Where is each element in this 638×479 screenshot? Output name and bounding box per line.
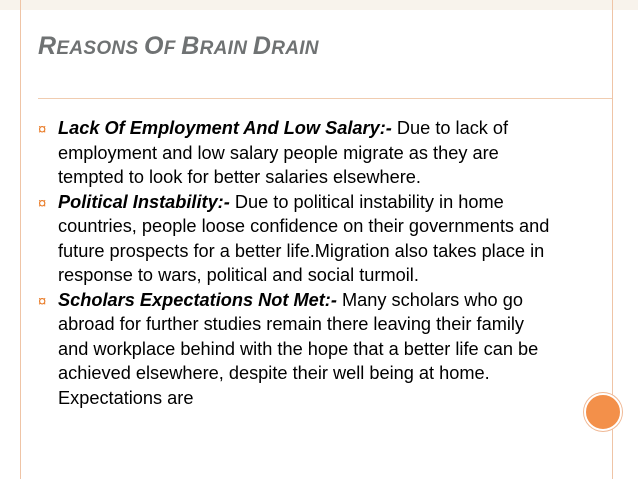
slide-title <box>38 32 319 61</box>
title-part: O <box>143 32 164 60</box>
bullet-item-employment <box>38 116 550 190</box>
bullet-item-political <box>38 190 550 288</box>
bullet-item-scholars <box>38 288 550 411</box>
top-band <box>0 0 638 10</box>
title-part: F <box>163 38 182 59</box>
title-part: R <box>38 32 57 60</box>
left-border-line <box>20 0 21 479</box>
bullet-text: Due to lack of employment and low salary people migrate as they are tempted to look for better salaries elsewhere. <box>58 118 509 187</box>
title-part: RAIN <box>271 38 319 59</box>
bullet-heading: Political Instability:- <box>58 191 230 212</box>
title-underline <box>38 98 612 99</box>
title-part: EASONS <box>56 38 144 59</box>
decorative-circle <box>584 393 622 431</box>
bullet-icon: ¤ <box>38 292 47 310</box>
title-part: B <box>181 32 200 60</box>
bullet-heading: Scholars Expectations Not Met:- <box>58 289 337 310</box>
bullet-icon: ¤ <box>38 121 47 138</box>
bullet-text: Many scholars who go abroad for further studies remain there leaving their family and workplace behind with the hope that a better life can be achieved elsewhere, despite their well being at home. Expectations are <box>58 289 539 408</box>
bullet-heading: Lack Of Employment And Low Salary:- <box>58 118 392 138</box>
title-part: D <box>252 32 272 60</box>
bullet-text: Due to political instability in home countries, people loose confidence on their governments and future prospects for a better life.Migration also takes place in response to wars, political and social turmoil. <box>58 191 550 285</box>
bullet-icon: ¤ <box>38 194 47 212</box>
title-part: RAIN <box>199 38 253 59</box>
bullet-list <box>38 116 550 410</box>
